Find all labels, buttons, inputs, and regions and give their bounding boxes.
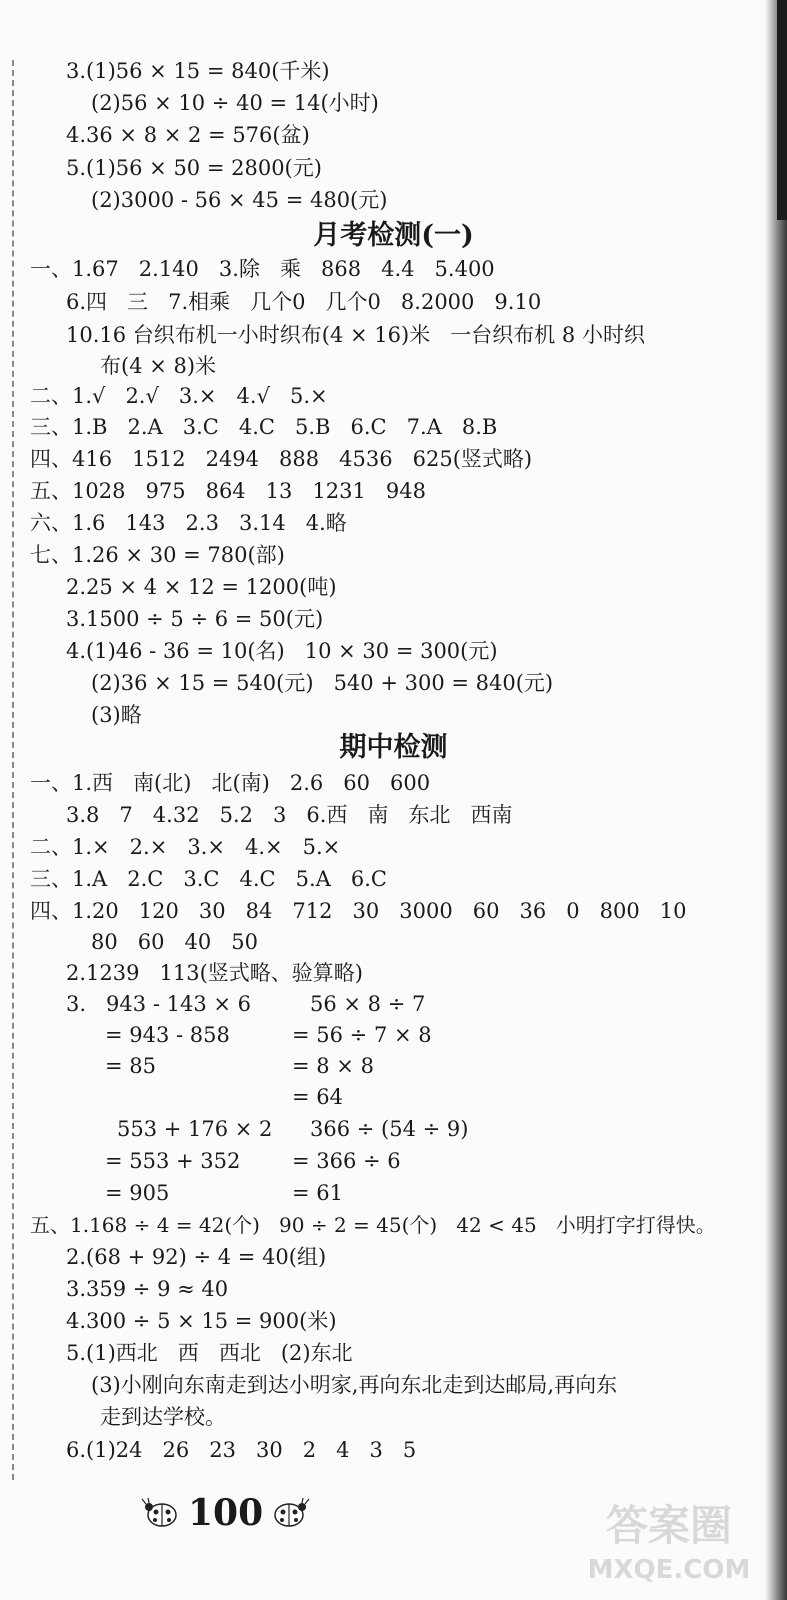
- answer-line: 2.(68 + 92) ÷ 4 = 40(组): [66, 1245, 327, 1269]
- answer-line: (3)略: [91, 703, 142, 727]
- section-heading-midterm-test: 期中检测: [339, 732, 448, 763]
- answer-line: 80 60 40 50: [91, 930, 258, 954]
- answer-line: (2)3000 - 56 × 45 = 480(元): [91, 188, 388, 212]
- answer-line: 五、1.168 ÷ 4 = 42(个) 90 ÷ 2 = 45(个) 42 < 45 小明打字打得快。: [30, 1213, 716, 1237]
- answer-line: 3.359 ÷ 9 ≈ 40: [66, 1277, 229, 1301]
- watermark-site: MXQE.COM: [587, 1555, 751, 1585]
- answer-line: 5.(1)56 × 50 = 2800(元): [66, 156, 322, 180]
- answer-line: 一、1.西 南(北) 北(南) 2.6 60 600: [30, 771, 431, 795]
- answer-line: 五、1028 975 864 13 1231 948: [30, 479, 426, 503]
- answer-line: (2)36 × 15 = 540(元) 540 + 300 = 840(元): [91, 671, 554, 695]
- calc-line: 366 ÷ (54 ÷ 9): [310, 1117, 469, 1141]
- calc-line: 553 + 176 × 2: [117, 1117, 273, 1141]
- calc-line: = 56 ÷ 7 × 8: [292, 1023, 432, 1047]
- calc-line: = 366 ÷ 6: [292, 1149, 401, 1173]
- answer-line: (2)56 × 10 ÷ 40 = 14(小时): [91, 91, 379, 115]
- calc-line: = 905: [105, 1181, 170, 1205]
- answer-line: 二、1.× 2.× 3.× 4.× 5.×: [30, 835, 341, 859]
- answer-line: 四、416 1512 2494 888 4536 625(竖式略): [30, 447, 533, 471]
- answer-line: 布(4 × 8)米: [100, 354, 217, 378]
- answer-line: 4.36 × 8 × 2 = 576(盆): [66, 123, 310, 147]
- answer-line: 3.8 7 4.32 5.2 3 6.西 南 东北 西南: [66, 803, 513, 827]
- calc-line: = 8 × 8: [292, 1054, 374, 1078]
- page-footer: [140, 1492, 311, 1534]
- answer-line: 6.(1)24 26 23 30 2 4 3 5: [66, 1438, 417, 1462]
- page-edge-dark: [777, 0, 787, 220]
- ladybug-icon: [269, 1497, 311, 1529]
- calc-line: 56 × 8 ÷ 7: [310, 992, 426, 1016]
- answer-line: 二、1.√ 2.√ 3.× 4.√ 5.×: [30, 384, 328, 408]
- watermark-title: 答案圈: [605, 1501, 733, 1550]
- page-number: 100: [188, 1492, 264, 1534]
- answer-line: 一、1.67 2.140 3.除 乘 868 4.4 5.400: [30, 257, 495, 281]
- calc-line: = 943 - 858: [105, 1023, 230, 1047]
- calc-line: = 85: [105, 1054, 156, 1078]
- answer-line: 4.300 ÷ 5 × 15 = 900(米): [66, 1309, 337, 1333]
- answer-line: 10.16 台织布机一小时织布(4 × 16)米 一台织布机 8 小时织: [66, 323, 645, 347]
- answer-line: 4.(1)46 - 36 = 10(名) 10 × 30 = 300(元): [66, 639, 498, 663]
- calc-line: = 61: [292, 1181, 343, 1205]
- answer-line: 3.(1)56 × 15 = 840(千米): [66, 59, 330, 83]
- answer-line: 三、1.A 2.C 3.C 4.C 5.A 6.C: [30, 867, 387, 891]
- answer-line: 三、1.B 2.A 3.C 4.C 5.B 6.C 7.A 8.B: [30, 415, 498, 439]
- answer-line: 走到达学校。: [100, 1405, 226, 1429]
- ladybug-icon: [140, 1497, 182, 1529]
- answer-line: 3.1500 ÷ 5 ÷ 6 = 50(元): [66, 607, 324, 631]
- answer-line: 七、1.26 × 30 = 780(部): [30, 543, 285, 567]
- answer-line: 六、1.6 143 2.3 3.14 4.略: [30, 511, 347, 535]
- answer-line: 2.1239 113(竖式略、验算略): [66, 961, 363, 985]
- answer-line: 2.25 × 4 × 12 = 1200(吨): [66, 575, 337, 599]
- calc-line: 3. 943 - 143 × 6: [66, 992, 251, 1016]
- calc-line: = 64: [292, 1085, 343, 1109]
- answer-line: (3)小刚向东南走到达小明家,再向东北走到达邮局,再向东: [91, 1373, 618, 1397]
- section-heading-monthly-test: 月考检测(一): [313, 220, 474, 251]
- calc-line: = 553 + 352: [105, 1149, 241, 1173]
- answer-line: 5.(1)西北 西 西北 (2)东北: [66, 1341, 353, 1365]
- cut-line: [12, 60, 14, 1480]
- answer-line: 四、1.20 120 30 84 712 30 3000 60 36 0 800 10: [30, 899, 687, 923]
- watermark-logo: [569, 1490, 769, 1590]
- answer-line: 6.四 三 7.相乘 几个0 几个0 8.2000 9.10: [66, 290, 542, 314]
